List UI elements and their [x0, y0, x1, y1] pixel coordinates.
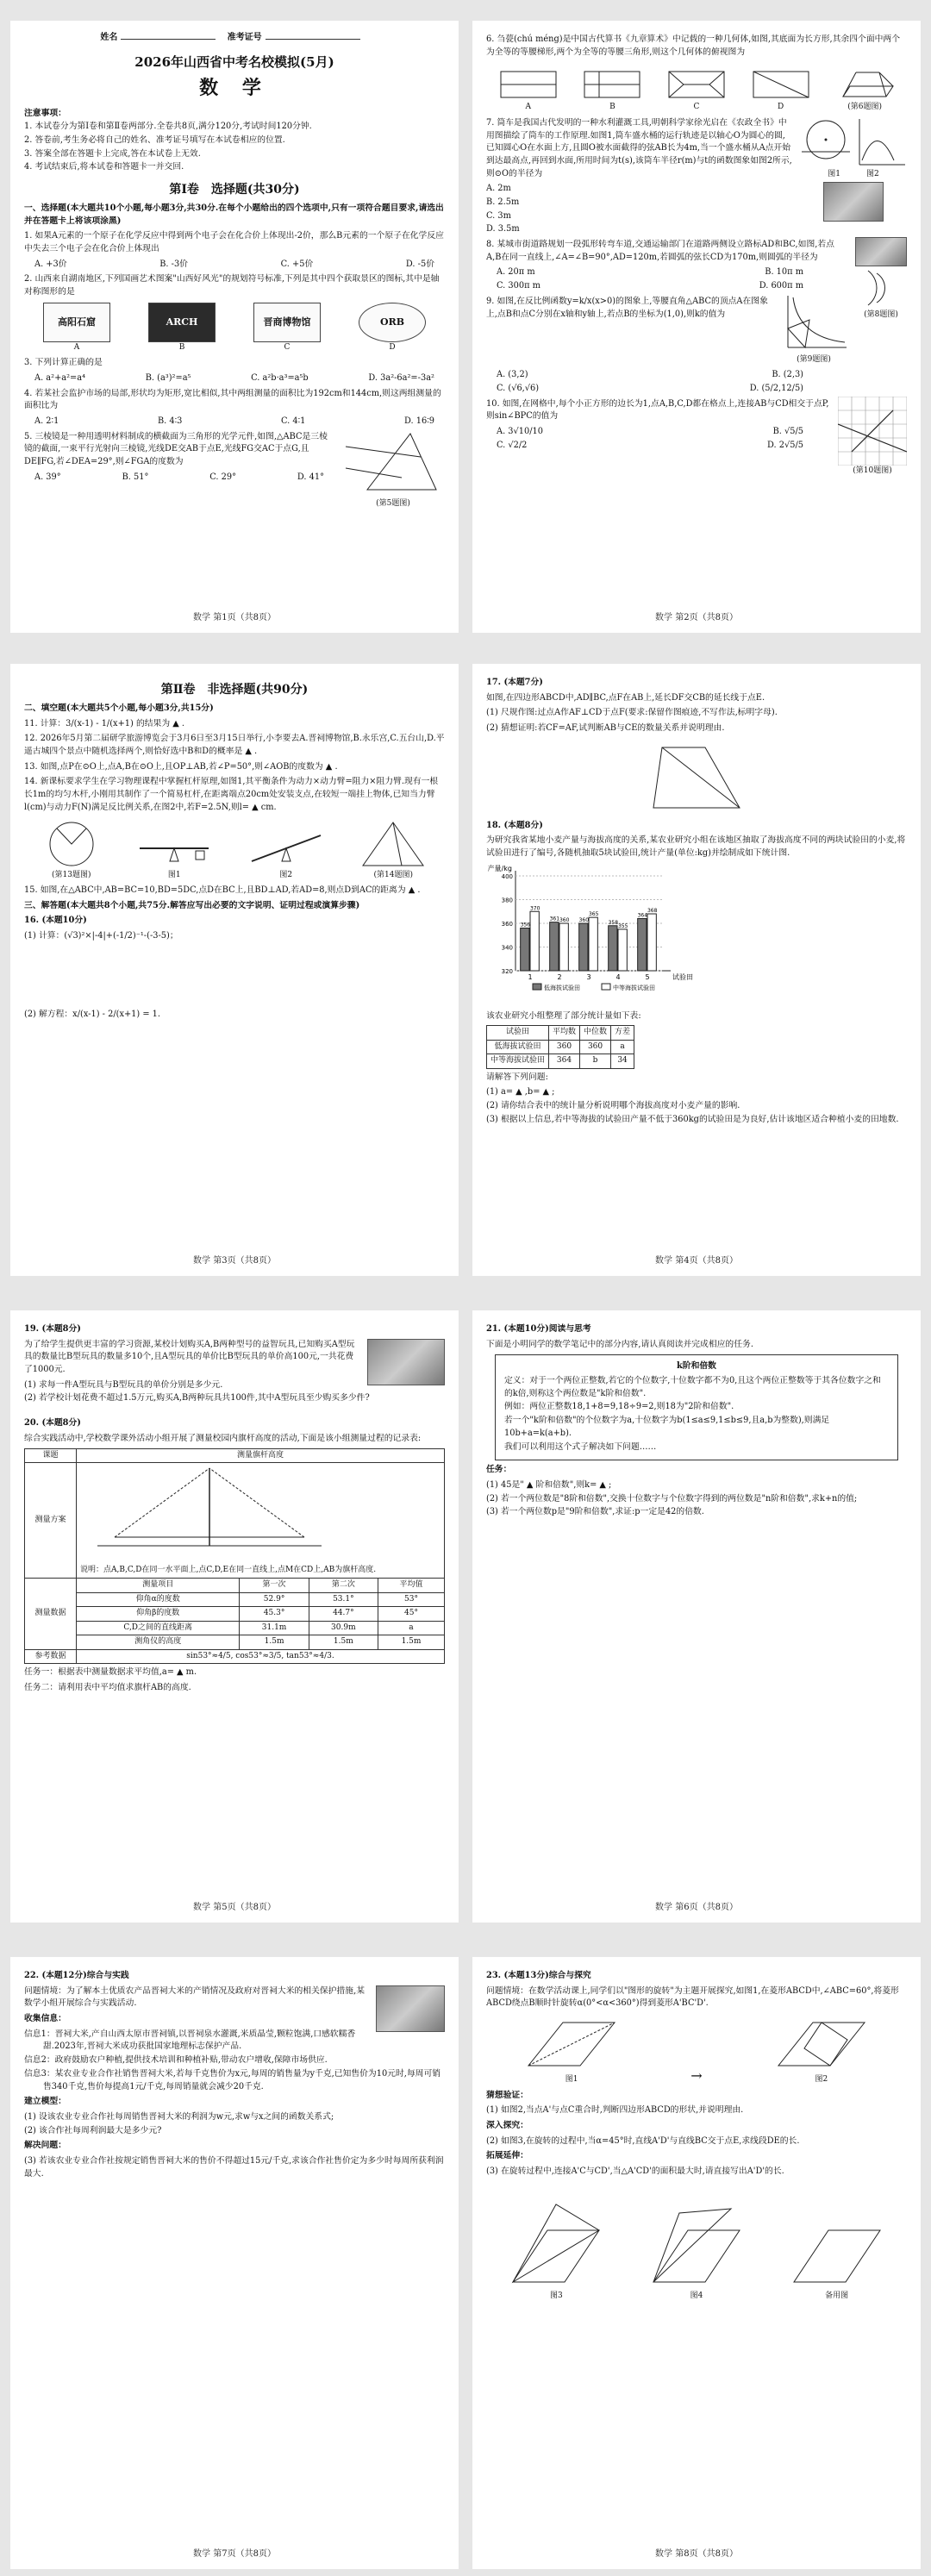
x-tick-label: 1 — [528, 972, 533, 981]
name-label: 姓名 — [100, 33, 118, 42]
q21-t2: (2) 若一个两位数是"8阶和倍数",交换十位数字与个位数字得到的两位数是"n阶和倍数",求k+n的值; — [486, 1493, 858, 1504]
legend-swatch — [602, 984, 610, 990]
q7-fig2: 图2 — [866, 169, 879, 178]
q9-figure — [779, 294, 848, 366]
q9-opt-b[interactable]: B. (2,3) — [772, 370, 803, 380]
q8-opt-a[interactable]: A. 20π m — [497, 267, 535, 278]
data-label: 368 — [647, 907, 658, 914]
q17-p2: (1) 尺规作图:过点A作AF⊥CD于点F(要求:保留作图痕迹,不写作法,标明字母). — [486, 708, 778, 718]
q22-s1: (3) 若该农业专业合作社按规定销售晋祠大米的售价不得超过15元/千克,求该合作社售价定为多少时每周所获利润最大. — [24, 2155, 444, 2179]
part1-intro: 一、选择题(本大题共10个小题,每小题3分,共30分.在每个小题给出的四个选项中,只有一项符合题目要求,请选出并在答题卡上将该项涂黑) — [24, 203, 444, 226]
q9-options-2 — [486, 383, 814, 396]
q4-opt-b[interactable]: B. 4∶3 — [157, 416, 183, 426]
y-tick-label: 360 — [501, 920, 513, 928]
q7-figure — [800, 117, 907, 222]
q7-opt-c[interactable]: C. 3m — [486, 210, 511, 221]
page-8 — [472, 1957, 921, 2569]
q21-ex2: 若一个"k阶和倍数"的个位数字为a,十位数字为b(1≤a≤9,1≤b≤9,且a,b为整数),则满足10b+a=k(a+b). — [504, 1416, 830, 1438]
notes-title: 注意事项： — [24, 108, 66, 118]
bar — [647, 914, 656, 971]
q17-figure — [486, 739, 907, 816]
q23-expl: 猜想验证： — [486, 2090, 528, 2100]
q8-text: 8. 某城市街道路规划一段弧形转弯车道,交通运输部门在道路两侧设立路标AD和BC,如图,若点A,B在同一直线上,∠A=∠B=90°,AD=120m,若圆弧的弦长CD为170m,则圆弧的半径为 — [486, 240, 834, 262]
table-row: 测角仪的高度 1.5m 1.5m 1.5m — [25, 1635, 445, 1650]
q22-title: 22. (本题12分)综合与实践 — [24, 1971, 129, 1980]
q9-text: 9. 如图,在反比例函数y=k/x(x>0)的图象上,等腰直角△ABC的顶点A在图象上,点B和点C分别在x轴和y轴上,若点B的坐标为(1,0),则k的值为 — [486, 296, 768, 319]
q17-p1: 如图,在四边形ABCD中,AD∥BC,点F在AB上,延长DF交CB的延长线于点E. — [486, 692, 765, 703]
q23-x1: (3) 在旋转过程中,连接A'C与CD',当△A'CD'的面积最大时,请直接写出A'D'的长. — [486, 2166, 784, 2176]
bar-chart — [486, 864, 693, 1002]
q20-title: 20. (本题8分) — [24, 1418, 81, 1429]
q9-opt-c[interactable]: C. (√6,√6) — [497, 384, 540, 393]
q23-deep: 深入探究： — [486, 2120, 528, 2130]
th-median: 中位数 — [580, 1026, 611, 1041]
bar — [530, 911, 539, 971]
x-axis-label: 试验田 — [672, 972, 693, 981]
y-tick-label: 380 — [501, 897, 513, 904]
q22-bg: 问题情境：为了解本土优质农产品晋祠大米的产销情况及政府对晋祠大米的相关保护措施,某数学小组开展综合与实践活动. — [24, 1985, 365, 2009]
q21-def: 定义：对于一个两位正整数,若它的个位数字,十位数字都不为0,且这个两位正整数等于其各位数字之和的k倍,则称这个两位数是"k阶和倍数". — [504, 1376, 881, 1398]
q18-ask2: (2) 请你结合表中的统计量分析说明哪个海拔高度对小麦产量的影响. — [486, 1101, 740, 1111]
page-4 — [472, 664, 921, 1276]
q21-box-title: k阶和倍数 — [677, 1361, 716, 1372]
note-1: 1. 本试卷分为第Ⅰ卷和第Ⅱ卷两部分.全卷共8页,满分120分,考试时间120分钟. — [24, 122, 312, 132]
q18-table — [486, 1025, 634, 1069]
q20-method-label: 测量方案 — [25, 1463, 77, 1579]
q1-opt-b[interactable]: B. -3价 — [159, 259, 188, 269]
q10-figure — [838, 397, 907, 478]
x-tick-label: 2 — [557, 972, 562, 981]
q6-text: 6. 刍甍(chú méng)是中国古代算书《九章算术》中记载的一种几何体,如图,其底面为长方形,其余四个面中两个为全等的等腰梯形,两个为全等的等腰三角形,则这个几何体的俯视图为 — [486, 34, 901, 57]
q6-letter-c[interactable]: C — [693, 103, 700, 112]
q3-opt-a[interactable]: A. a²+a²=a⁴ — [34, 372, 86, 383]
header-fields — [24, 31, 445, 44]
data-label: 360 — [578, 916, 590, 923]
footer-page-2: 数学 第2页（共8页） — [655, 613, 738, 622]
q8-opt-d[interactable]: D. 600π m — [759, 281, 803, 291]
q19-p2: (1) 求每一件A型玩具与B型玩具的单价分别是多少元. — [24, 1379, 223, 1390]
q7-opt-a[interactable]: A. 2m — [486, 184, 511, 194]
q17-title: 17. (本题7分) — [486, 678, 543, 687]
view-a — [498, 67, 559, 102]
triangle-q15 — [359, 818, 428, 870]
q7-opt-b[interactable]: B. 2.5m — [486, 197, 520, 207]
q14-text: 14. 新课标要求学生在学习物理课程中掌握杠杆原理,如图1,其平衡条件为动力×动力臂=阻力×阻力臂.现有一根长1m的均匀木杆,小刚用其制作了一个简易杠杆,在距离端点20cm处安装支点,在较短一端挂上物体,已知当力臂l(cm)与动力F(N)满足反比例关系,在图2中,若F=2.5N,则l= ▲ cm. — [24, 777, 439, 812]
q10-fig-caption: (第10题图) — [853, 466, 892, 475]
q2-letter-a[interactable]: A — [73, 342, 80, 352]
q20-table: 课题 测量旗杆高度 测量方案 说明：点A,B,C,D在同一水平面上,点C,D,E在同一直线上,点M在CD上,AB为旗杆高度. 测量数据 测量项目 第一次 第二次 平均值 仰角α的度数 52.9° 53.1° 53° 仰角β的度数 45.3° 44.7° 45° C,D之间的直线距离 31.1m 30.9m a 测角仪的高度 1.5m 1.5m 1.5m 参考数据 sin53°≈4/5, cos53°≈3/5, tan53°≈4/3. — [24, 1448, 445, 1665]
q21-p1: 下面是小明同学的数学笔记中的部分内容,请认真阅读并完成相应的任务. — [486, 1339, 753, 1349]
x-tick-label: 5 — [645, 972, 650, 981]
part2-sec2: 二、填空题(本大题共5个小题,每小题3分,共15分) — [24, 703, 214, 713]
q22-i2: 信息2：政府鼓励农户种植,提供技术培训和种植补贴,带动农户增收,保障市场供应. — [24, 2055, 328, 2066]
q11-text: 11. 计算：3/(x-1) - 1/(x+1) 的结果为 ▲ . — [24, 718, 185, 728]
page-6 — [472, 1310, 921, 1923]
q5-opt-d[interactable]: D. 41° — [297, 472, 324, 482]
table-row: 仰角β的度数 45.3° 44.7° 45° — [25, 1607, 445, 1622]
q20-explain: 说明：点A,B,C,D在同一水平面上,点C,D,E在同一直线上,点M在CD上,AB为旗杆高度. — [80, 1565, 377, 1574]
id-label: 准考证号 — [227, 33, 262, 42]
q18-p1: 为研究我省某地小麦产量与海拔高度的关系,某农业研究小组在该地区抽取了海拔高度不同的两块试验田的小麦,将试验田进行了编号,各随机抽取5块试验田,统计产量(单位:kg)并绘制成如下统计图. — [486, 835, 906, 859]
q20-th-topic: 课题 — [25, 1448, 77, 1463]
th-mean: 平均数 — [549, 1026, 580, 1041]
data-label: 355 — [617, 922, 628, 929]
note-3: 3. 答案全部在答题卡上完成,答在本试卷上无效. — [24, 148, 201, 159]
q20-ref-label: 参考数据 — [25, 1649, 77, 1664]
y-tick-label: 340 — [501, 944, 513, 952]
footer-page-6: 数学 第6页（共8页） — [655, 1903, 738, 1912]
q10-opt-c[interactable]: C. √2/2 — [497, 440, 528, 450]
q22-solve: 解决问题： — [24, 2141, 66, 2151]
q21-ex: 例如：两位正整数18,1+8=9,18÷9=2,则18为"2阶和倍数". — [504, 1402, 734, 1412]
q9-options — [486, 369, 814, 382]
bar — [579, 923, 588, 971]
q2-text: 2. 山西来自湖南地区,下列国画艺术图案"山西好风光"的规划符号标准,下列是其中四个获取景区的图标,其中是轴对称图形的是 — [24, 274, 440, 297]
x-tick-label: 4 — [615, 972, 621, 981]
q1-opt-d[interactable]: D. -5价 — [405, 259, 434, 269]
q1-options — [24, 259, 445, 272]
q8-options-2 — [486, 280, 814, 293]
q18-title: 18. (本题8分) — [486, 820, 543, 830]
q13-fig-caption: (第13题图) — [52, 870, 91, 879]
q5-options — [24, 472, 334, 485]
data-label: 365 — [588, 910, 599, 917]
q4-options — [24, 416, 445, 428]
q2-letter-d[interactable]: D — [389, 342, 396, 352]
part2-sec3: 三、解答题(本大题共8个小题,共75分.解答应写出必要的文字说明、证明过程或演算步骤) — [24, 900, 360, 910]
q10-opt-a[interactable]: A. 3√10/10 — [497, 427, 544, 437]
data-label: 370 — [529, 905, 540, 912]
q22-build: 建立模型： — [24, 2097, 66, 2107]
q18-chart — [486, 864, 907, 1007]
q2-logos — [24, 303, 445, 354]
q20-data-label: 测量数据 — [25, 1579, 77, 1650]
q22-i3: 信息3：某农业专业合作社销售晋祠大米,若每千克售价为x元,每周的销售量为y千克,已知售价为10元时,每周可销售340千克,售价每提高1元/千克,每周销量就会减少20千克. — [24, 2068, 441, 2091]
waterwheel-graph — [855, 117, 907, 169]
arrow-icon: → — [690, 2066, 703, 2084]
page-3 — [10, 664, 459, 1276]
q20-task2: 任务二：请利用表中平均值求旗杆AB的高度. — [24, 1682, 191, 1692]
q6-views — [486, 62, 907, 114]
q6-fig-caption: (第6题图) — [847, 103, 883, 112]
rhombus-fig3 — [504, 2196, 608, 2291]
q9-opt-d[interactable]: D. (5/2,12/5) — [749, 384, 803, 393]
q10-options-2 — [486, 440, 814, 453]
footer-page-7: 数学 第7页（共8页） — [193, 2549, 276, 2559]
circle-diagram — [41, 818, 102, 870]
y-tick-label: 400 — [501, 872, 513, 880]
page-1 — [10, 21, 459, 633]
logo-b: ARCH — [148, 303, 216, 342]
q22-i1: 信息1：晋祠大米,产自山西太原市晋祠镇,以晋祠泉水灌溉,米质晶莹,颗粒饱满,口感软糯香甜.2023年,晋祠大米成功获批国家地理标志保护产品. — [24, 2029, 356, 2052]
q10-opt-d[interactable]: D. 2√5/5 — [767, 440, 803, 450]
q14-fig1: 图1 — [167, 870, 181, 879]
q14-fig-caption: (第14题图) — [373, 870, 413, 879]
bar — [638, 918, 647, 971]
q18-ask3: (3) 根据以上信息,若中等海拔的试验田产量不低于360kg的试验田是为良好,估计该地区适合种植小麦的田地数. — [486, 1114, 899, 1124]
q23-ext: 拓展延伸： — [486, 2151, 528, 2161]
bar — [618, 929, 627, 971]
waterwheel-circle — [800, 117, 852, 169]
bar — [559, 923, 568, 971]
footer-page-8: 数学 第8页（共8页） — [655, 2549, 738, 2559]
table-row: 低海拔试验田 360 360 a — [487, 1040, 634, 1054]
footer-page-4: 数学 第4页（共8页） — [655, 1256, 738, 1266]
q23-bg: 问题情境：在数学活动课上,同学们以"图形的旋转"为主题开展探究,如图1,在菱形ABCD中,∠ABC=60°,将菱形ABCD绕点B顺时针旋转α(0°<α<360°)得到菱形A'BC'D'. — [486, 1985, 899, 2009]
q6-letter-b[interactable]: B — [609, 103, 615, 112]
q19-title: 19. (本题8分) — [24, 1324, 81, 1334]
x-tick-label: 3 — [586, 972, 591, 981]
data-label: 364 — [637, 912, 648, 919]
trapezoid-diagram — [645, 739, 748, 816]
prism-triangle-diagram — [341, 429, 445, 498]
note-4: 4. 考试结束后,将本试卷和答题卡一并交回. — [24, 162, 184, 172]
th-field: 试验田 — [487, 1026, 549, 1041]
q16-part2: (2) 解方程：x/(x-1) - 2/(x+1) = 1. — [24, 1009, 161, 1019]
q10-options — [486, 426, 814, 439]
q12-text: 12. 2026年5月第二届研学旅游博览会于3月6日至3月15日举行,小李要去A.晋祠博物馆,B.永乐宫,C.五台山,D.平遥古城四个景点中随机选择两个,则恰好选中B和D的概率是 ▲ . — [24, 734, 445, 757]
view-c — [666, 67, 727, 102]
lever-fig2 — [247, 827, 325, 870]
q20-th-title: 测量旗杆高度 — [77, 1448, 445, 1463]
q2-letter-c[interactable]: C — [284, 342, 291, 352]
id-blank[interactable] — [266, 39, 360, 40]
legend-swatch — [533, 984, 541, 990]
lever-fig1 — [135, 827, 213, 870]
q8-fig-caption: (第8题图) — [864, 310, 898, 320]
rhombus-spare — [785, 2196, 889, 2291]
q23-d1: (2) 如图3,在旋转的过程中,当α=45°时,直线A'D'与直线BC交于点E,求线段DE的长. — [486, 2135, 800, 2146]
footer-page-3: 数学 第3页（共8页） — [193, 1256, 276, 1266]
q22-collect: 收集信息： — [24, 2014, 66, 2024]
q8-options — [486, 266, 814, 279]
q8-opt-b[interactable]: B. 10π m — [765, 267, 803, 278]
q21-task: 任务： — [486, 1465, 512, 1475]
q3-options — [24, 372, 445, 385]
table-row: C,D之间的直线距离 31.1m 30.9m a — [25, 1621, 445, 1635]
part2-title: 第Ⅱ卷 非选择题(共90分) — [160, 683, 309, 697]
view-d — [751, 67, 811, 102]
page-7 — [10, 1957, 459, 2569]
q4-text: 4. 若某社会监护市场的局部,形状均为矩形,宽比相似,其中两组测量的面积比为192cm和144cm,则这两组测量的面积比为 — [24, 388, 441, 411]
q3-opt-b[interactable]: B. (a³)²=a⁵ — [145, 372, 191, 383]
data-label: 358 — [608, 919, 619, 926]
q8-opt-c[interactable]: C. 300π m — [497, 281, 540, 291]
road-arc-diagram — [855, 266, 907, 309]
q16-title: 16. (本题10分) — [24, 916, 87, 926]
q5-text: 5. 三棱镜是一种用透明材料制成的横截面为三角形的光学元件,如图,△ABC是三棱镜的截面,一束平行光射向三棱镜,光线DE交AB于点E,光线FG交AC于点G,且DE∥FG,若∠DEA=29°,则∠FGA的度数为 — [24, 431, 328, 467]
part1-title: 第Ⅰ卷 选择题(共30分) — [169, 182, 300, 197]
q20-p1: 综合实践活动中,学校数学课外活动小组开展了测量校园内旗杆高度的活动,下面是该小组测量过程的记录表: — [24, 1433, 422, 1443]
q4-opt-c[interactable]: C. 4∶1 — [281, 416, 306, 426]
q6-letter-a[interactable]: A — [525, 103, 532, 112]
q21-ex3: 我们可以利用这个式子解决如下问题…… — [504, 1441, 657, 1452]
bar — [589, 917, 597, 971]
q3-text: 3. 下列计算正确的是 — [24, 358, 103, 368]
q19-p3: (2) 若学校计划花费不超过1.5万元,购买A,B两种玩具共100件,其中A型玩具至少购买多少件? — [24, 1393, 370, 1404]
toy-photo — [367, 1339, 445, 1385]
q18-table-title: 该农业研究小组整理了部分统计量如下表: — [486, 1010, 641, 1021]
bar — [609, 926, 617, 971]
th-variance: 方差 — [611, 1026, 634, 1041]
q18-ask: 请解答下列问题: — [486, 1072, 548, 1082]
data-label: 360 — [559, 916, 570, 923]
q23-figures-top — [486, 2014, 907, 2086]
data-label: 356 — [520, 922, 531, 928]
q23-fig1: 图1 — [565, 2075, 578, 2085]
legend-label: 中等海拔试验田 — [613, 984, 655, 991]
q10-text: 10. 如图,在网格中,每个小正方形的边长为1,点A,B,C,D都在格点上,连接AB与CD相交于点P,则sin∠BPC的值为 — [486, 398, 829, 422]
q2-letter-b[interactable]: B — [178, 342, 185, 352]
q23-e1: (1) 如图2,当点A'与点C重合时,判断四边形ABCD的形状,并说明理由. — [486, 2105, 744, 2116]
footer-page-1: 数学 第1页（共8页） — [193, 613, 276, 622]
q4-opt-d[interactable]: D. 16∶9 — [404, 416, 434, 426]
q18-ask1: (1) a= ▲ ,b= ▲ ; — [486, 1087, 555, 1097]
note-2: 2. 答卷前,考生务必将自己的姓名、准考证号填写在本试卷相应的位置. — [24, 134, 285, 145]
q19-p1: 为了给学生提供更丰富的学习资源,某校计划购买A,B两种型号的益智玩具,已知购买A型玩具的数量比B型玩具的数量多10个,且A型玩具的单价比B型玩具的单价高100元,一共花费了1000元. — [24, 1339, 355, 1375]
bar — [550, 922, 559, 970]
table-row: 仰角α的度数 52.9° 53.1° 53° — [25, 1592, 445, 1607]
q7-text: 7. 筒车是我国古代发明的一种水利灌溉工具,明朝科学家徐光启在《农政全书》中用图描绘了筒车的工作原理.如图1,筒车盛水桶的运行轨迹是以轴心O为圆心的圆,已知圆心O在水面上方,且圆O被水面截得的弦AB长为4m,当一个盛水桶从A点开始到达最高点,再回到水面,所用时间为t(s),该筒车半径r(m)与t的函数图象如图2所示,则⊙O的半径为 — [486, 117, 792, 178]
data-label: 361 — [549, 916, 560, 922]
q20-ref: sin53°≈4/5, cos53°≈3/5, tan53°≈4/3. — [77, 1649, 445, 1664]
q7-fig1: 图1 — [828, 169, 840, 178]
flagpole-diagram — [80, 1464, 339, 1559]
q1-opt-a[interactable]: A. +3价 — [34, 259, 67, 269]
roof-solid-figure — [834, 62, 895, 102]
subject-title: 数 学 — [199, 76, 270, 99]
logo-c: 晋商博物馆 — [253, 303, 321, 342]
footer-page-5: 数学 第5页（共8页） — [193, 1903, 276, 1912]
q23-fig3: 图3 — [549, 2291, 563, 2300]
q16-part1: (1) 计算：(√3)²×|-4|+(-1/2)⁻¹-(-3-5)； — [24, 931, 178, 941]
q13-text: 13. 如图,点P在⊙O上,点A,B在⊙O上,且OP⊥AB,若∠P=50°,则∠AOB的度数为 ▲ . — [24, 761, 338, 772]
q21-t1: (1) 45是" ▲ 阶和倍数",则k= ▲ ; — [486, 1479, 612, 1490]
logo-a: 高阳石窟 — [43, 303, 110, 342]
q6-letter-d[interactable]: D — [777, 103, 784, 112]
q7-opt-d[interactable]: D. 3.5m — [486, 224, 520, 234]
table-row: 中等海拔试验田 364 b 34 — [487, 1054, 634, 1069]
q3-opt-d[interactable]: D. 3a²-6a²=-3a² — [368, 372, 434, 383]
q5-opt-c[interactable]: C. 29° — [209, 472, 236, 482]
y-tick-label: 320 — [501, 967, 513, 975]
q22-b1: (1) 设该农业专业合作社每周销售晋祠大米的利润为w元,求w与x之间的函数关系式; — [24, 2111, 334, 2122]
q15-text: 15. 如图,在△ABC中,AB=BC=10,BD=5DC,点D在BC上,且BD⊥AD,若AD=8,则点D到AC的距离为 ▲ . — [24, 885, 421, 895]
q8-figure — [855, 237, 907, 322]
q17-p3: (2) 猜想证明:若CF=AF,试判断AB与CE的数量关系并说明理由. — [486, 723, 725, 734]
q20-task1: 任务一：根据表中测量数据求平均值,a= ▲ m. — [24, 1667, 197, 1677]
exam-title: 2026年山西省中考名校模拟(5月) — [134, 54, 334, 70]
page-2 — [472, 21, 921, 633]
q4-opt-a[interactable]: A. 2∶1 — [34, 416, 59, 426]
bar — [521, 928, 529, 971]
logo-d: ORB — [359, 303, 426, 342]
q9-opt-a[interactable]: A. (3,2) — [497, 370, 528, 380]
legend-label: 低海拔试验田 — [544, 984, 580, 991]
q14-figures — [24, 818, 445, 882]
grid-diagram — [838, 397, 907, 466]
q23-fig-spare: 备用图 — [825, 2291, 849, 2300]
q5-opt-b[interactable]: B. 51° — [122, 472, 149, 482]
q5-fig-caption: (第5题图) — [376, 498, 410, 508]
y-axis-label: 产量/kg — [487, 864, 512, 872]
q23-fig4: 图4 — [690, 2291, 703, 2300]
rice-photo — [376, 1985, 445, 2032]
q5-figure — [341, 429, 445, 510]
q10-opt-b[interactable]: B. √5/5 — [772, 427, 803, 437]
rhombus-fig2 — [770, 2014, 873, 2074]
rhombus-fig1 — [520, 2014, 623, 2074]
q21-t3: (3) 若一个两位数p是"9阶和倍数",求证:p一定是42的倍数. — [486, 1507, 704, 1517]
q21-note-box — [495, 1354, 898, 1460]
q23-fig2: 图2 — [815, 2075, 828, 2085]
q14-fig2: 图2 — [279, 870, 293, 879]
q1-text: 1. 如果A元素的一个原子在化学反应中得到两个电子会在化合价上体现出-2价，那么B元素的一个原子在化学反应中失去三个电子会在化合价上体现出 — [24, 231, 444, 253]
q3-opt-c[interactable]: C. a²b·a³=a⁵b — [251, 372, 309, 383]
hyperbola-diagram — [779, 294, 848, 354]
q9-fig-caption: (第9题图) — [797, 354, 831, 364]
name-blank[interactable] — [121, 39, 216, 40]
road-photo — [855, 237, 907, 266]
q23-figures-bottom — [486, 2196, 907, 2303]
view-b — [582, 67, 642, 102]
q21-title: 21. (本题10分)阅读与思考 — [486, 1324, 591, 1334]
q23-title: 23. (本题13分)综合与探究 — [486, 1971, 591, 1980]
page-5 — [10, 1310, 459, 1923]
q5-opt-a[interactable]: A. 39° — [34, 472, 61, 482]
rhombus-fig4 — [645, 2196, 748, 2291]
q1-opt-c[interactable]: C. +5价 — [280, 259, 314, 269]
waterwheel-photo — [823, 182, 884, 222]
q22-b2: (2) 该合作社每周利润最大是多少元? — [24, 2125, 162, 2135]
